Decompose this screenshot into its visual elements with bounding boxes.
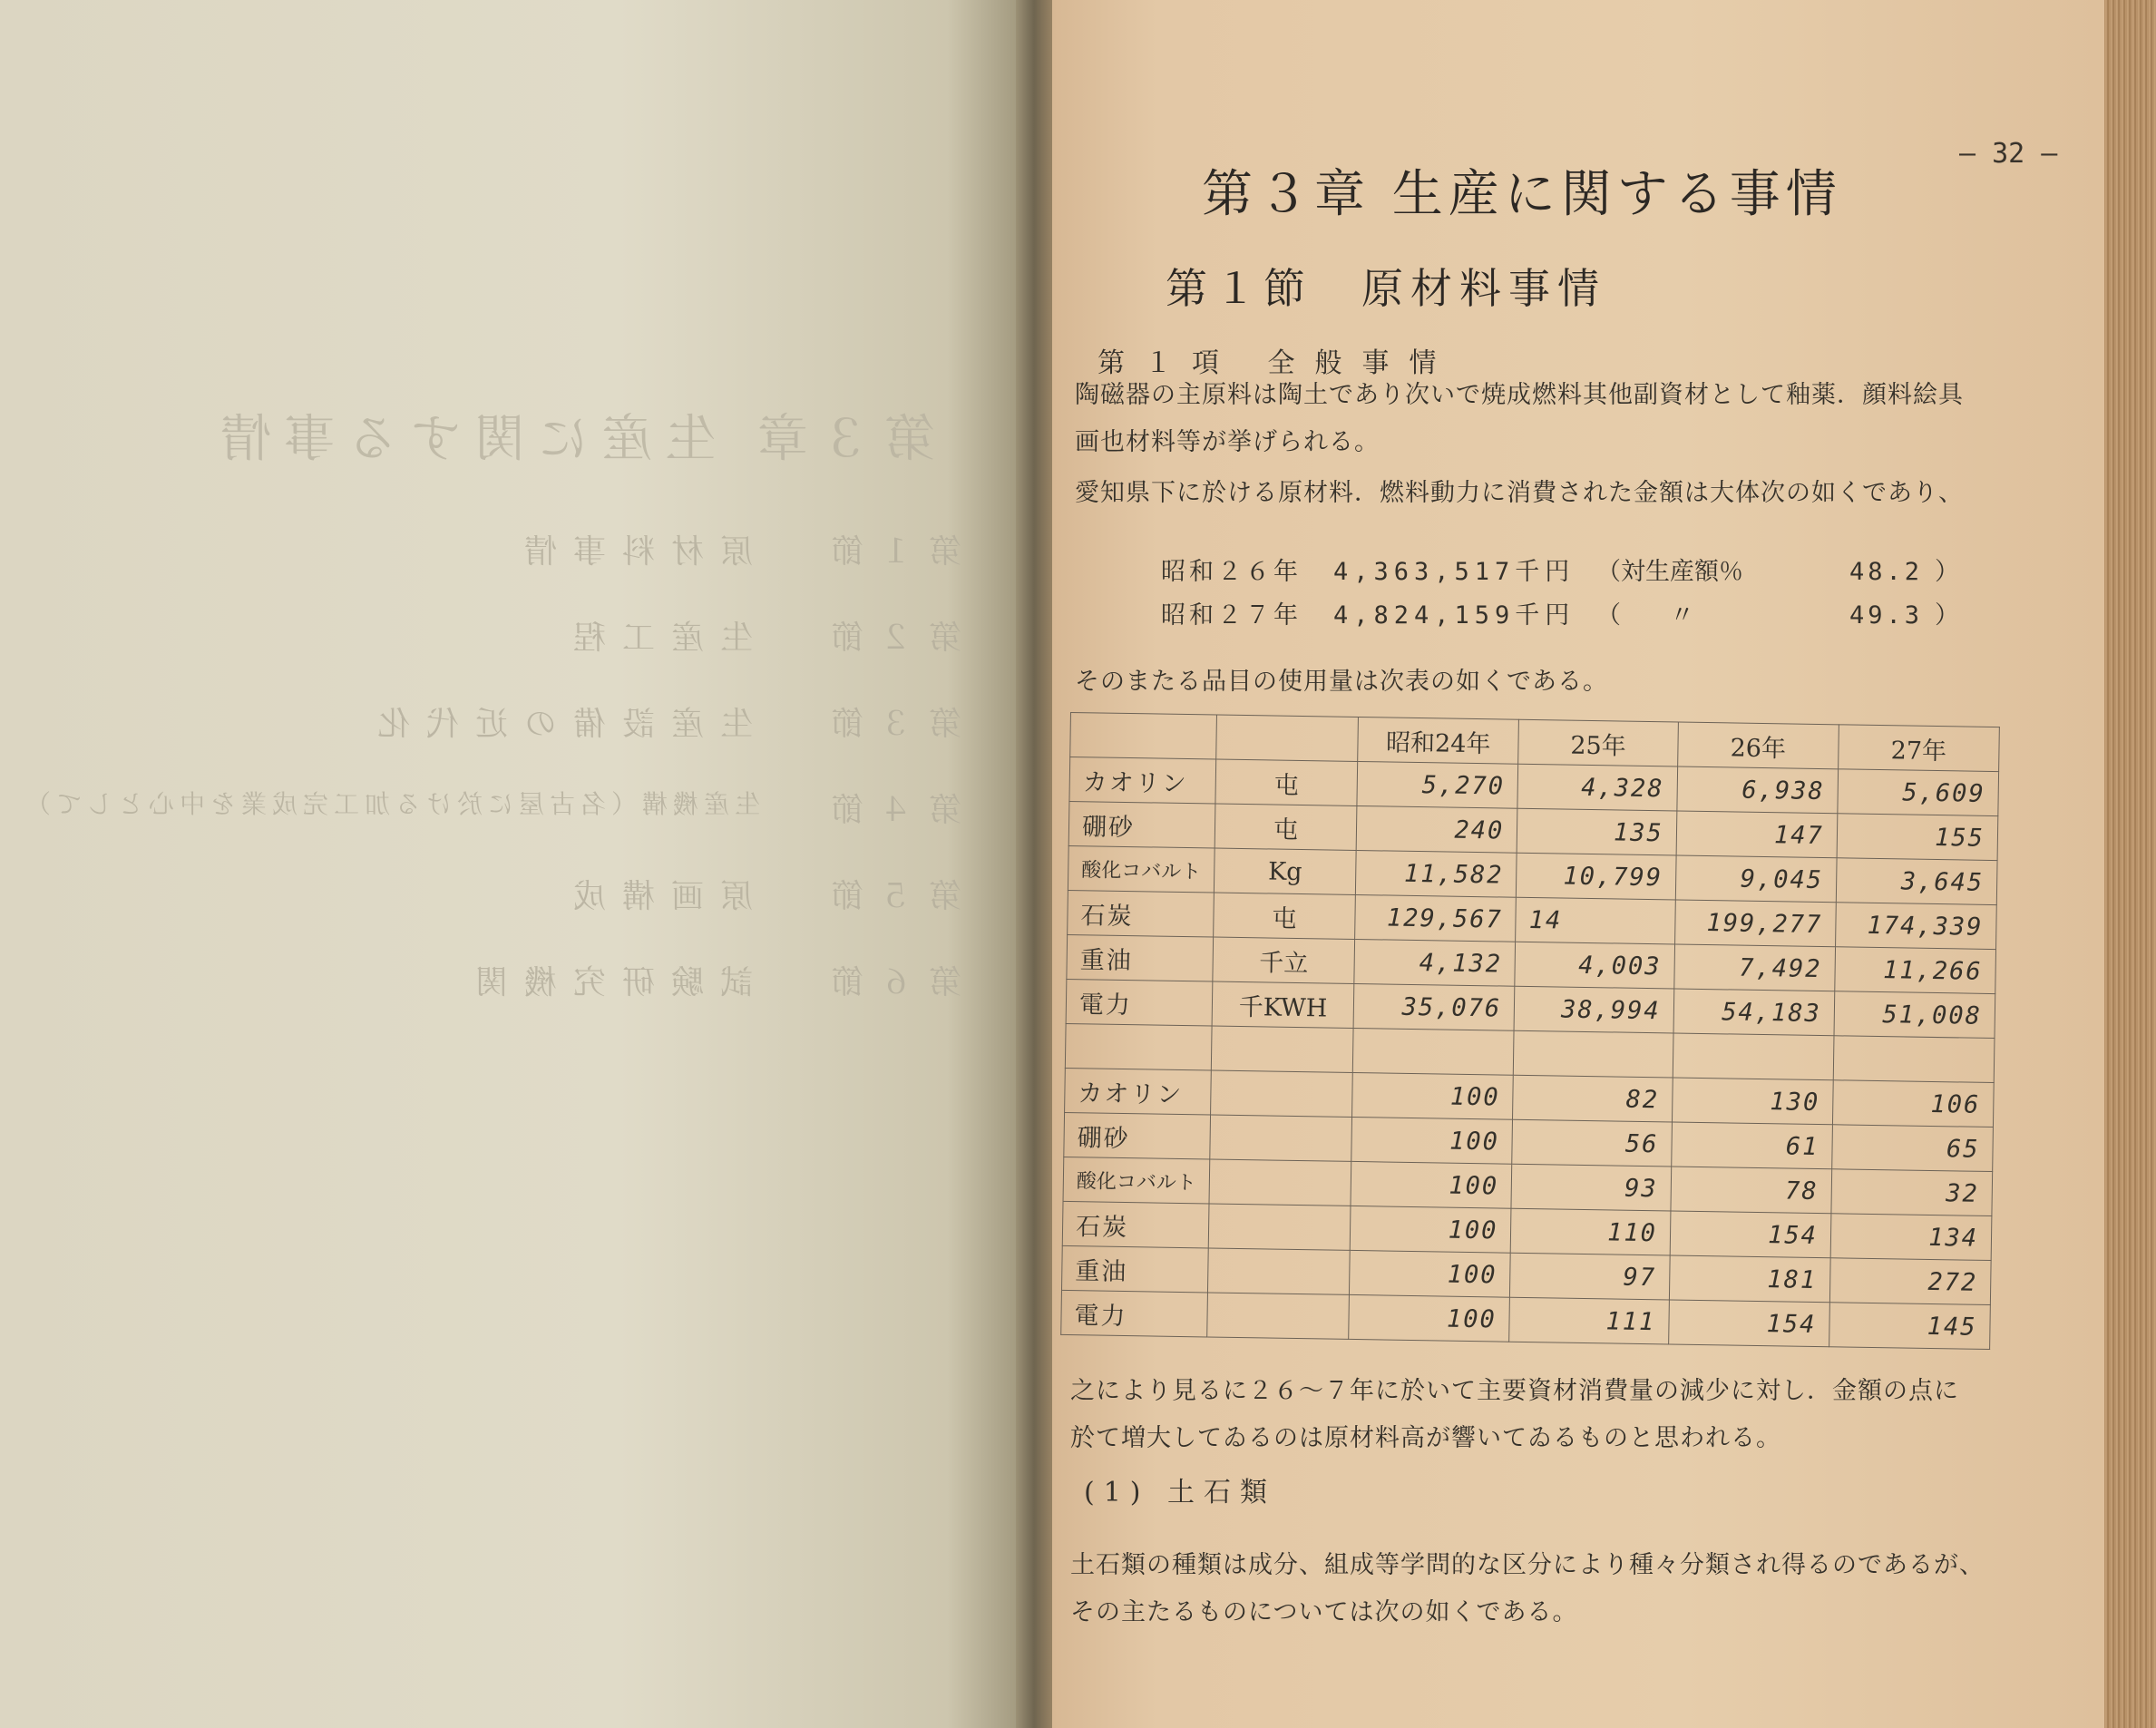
table-cell: 35,076 bbox=[1353, 983, 1515, 1030]
table-cell bbox=[1833, 1036, 1995, 1083]
table-cell: 6,938 bbox=[1677, 766, 1839, 814]
table-cell: 54,183 bbox=[1673, 989, 1835, 1036]
table-intro: そのまたる品目の使用量は次表の如くである。 bbox=[1075, 668, 1608, 696]
material-name: 重油 bbox=[1061, 1245, 1208, 1293]
material-name: 石炭 bbox=[1068, 890, 1215, 937]
table-cell: 272 bbox=[1829, 1258, 1991, 1305]
amount-value: 4,824,159千円 bbox=[1333, 601, 1576, 630]
table-cell: 111 bbox=[1509, 1297, 1669, 1344]
amount-year: 昭和２７年 bbox=[1161, 601, 1302, 630]
table-cell: 82 bbox=[1513, 1075, 1673, 1122]
table-cell bbox=[1211, 1070, 1353, 1117]
toc-title: 生産設備の近代化 bbox=[360, 706, 753, 743]
table-cell: 5,270 bbox=[1357, 761, 1518, 808]
toc-row bbox=[272, 698, 961, 785]
intro-line: 陶磁器の主原料は陶土であり次いで焼成燃料其他副資材として釉薬．顔料絵具 bbox=[1075, 381, 1964, 409]
toc-title: 原材料事情 bbox=[507, 533, 753, 571]
table-cell: 154 bbox=[1670, 1211, 1831, 1258]
material-name: 酸化コバルト bbox=[1068, 845, 1215, 893]
table-cell: 4,328 bbox=[1517, 764, 1677, 811]
table-header: 27年 bbox=[1838, 725, 1999, 772]
table-cell: 11,266 bbox=[1835, 947, 1996, 994]
table-cell: 78 bbox=[1671, 1167, 1832, 1214]
table-cell: 174,339 bbox=[1835, 903, 1996, 950]
amount-note: （ 〃 bbox=[1596, 601, 1694, 630]
toc-title: 原画構成 bbox=[556, 878, 753, 915]
table-cell: 106 bbox=[1832, 1080, 1994, 1128]
material-name: 電力 bbox=[1061, 1290, 1208, 1337]
closing-line: その主たるものについては次の如くである。 bbox=[1070, 1598, 1578, 1626]
material-name: 酸化コバルト bbox=[1063, 1157, 1210, 1204]
sub-heading: (1) 土石類 bbox=[1084, 1477, 1277, 1508]
amount-close: ） bbox=[1935, 558, 1959, 586]
table-header bbox=[1070, 713, 1217, 760]
toc-num: 第２節 bbox=[814, 620, 961, 657]
material-unit: 千KWH bbox=[1212, 981, 1354, 1028]
material-name: 重油 bbox=[1067, 934, 1214, 981]
table-cell bbox=[1211, 1026, 1353, 1072]
table-cell: 38,994 bbox=[1514, 986, 1673, 1033]
amount-percent: 48.2 bbox=[1849, 558, 1923, 586]
table-cell: 130 bbox=[1672, 1078, 1833, 1125]
table-cell: 100 bbox=[1351, 1117, 1513, 1164]
materials-table bbox=[1060, 712, 2000, 1350]
material-name: カオリン bbox=[1065, 1068, 1212, 1115]
amount-row bbox=[1161, 595, 1959, 630]
table-cell: 134 bbox=[1830, 1214, 1992, 1261]
material-unit: 屯 bbox=[1215, 804, 1357, 850]
toc-title: 生産機構（名古屋に於ける加工完成業を中心として） bbox=[19, 789, 760, 819]
table-cell: 110 bbox=[1510, 1208, 1670, 1255]
table-cell: 93 bbox=[1511, 1164, 1671, 1211]
table-cell bbox=[1209, 1159, 1351, 1206]
table-cell: 10,799 bbox=[1517, 853, 1676, 900]
table-cell: 14 bbox=[1516, 897, 1675, 944]
table-cell: 4,003 bbox=[1515, 942, 1674, 989]
table-cell: 61 bbox=[1672, 1122, 1833, 1169]
table-cell bbox=[1352, 1028, 1514, 1075]
table-cell: 51,008 bbox=[1834, 991, 1995, 1039]
table-cell: 129,567 bbox=[1355, 894, 1517, 942]
amount-close: ） bbox=[1935, 601, 1959, 630]
amount-year: 昭和２６年 bbox=[1161, 558, 1302, 586]
table-cell: 65 bbox=[1832, 1125, 1994, 1172]
table-cell: 199,277 bbox=[1674, 900, 1836, 947]
toc-num: 第４節 bbox=[814, 792, 961, 829]
material-name: 硼砂 bbox=[1068, 801, 1215, 848]
table-cell bbox=[1208, 1204, 1351, 1250]
material-name: 硼砂 bbox=[1064, 1112, 1211, 1159]
toc-title: 試験研究機関 bbox=[458, 964, 753, 1001]
material-unit: 屯 bbox=[1214, 893, 1356, 939]
left-page bbox=[0, 0, 1029, 1728]
book-gutter bbox=[1016, 0, 1057, 1728]
chapter-title: 第３章 生産に関する事情 bbox=[1202, 165, 1842, 224]
table-header bbox=[1216, 715, 1359, 761]
table-cell: 135 bbox=[1517, 808, 1676, 855]
table-cell bbox=[1207, 1293, 1350, 1339]
subsection-title: 第１項 全般事情 bbox=[1098, 347, 1457, 379]
table-cell: 100 bbox=[1351, 1161, 1512, 1208]
page-number: — 32 — bbox=[1959, 138, 2058, 170]
table-header: 25年 bbox=[1518, 719, 1678, 766]
ghost-chapter-title: 第３章 生産に関する事情 bbox=[208, 410, 935, 469]
amount-percent: 49.3 bbox=[1849, 601, 1923, 630]
table-cell: 3,645 bbox=[1836, 858, 1997, 905]
toc-row bbox=[272, 612, 961, 698]
toc-num: 第５節 bbox=[814, 878, 961, 915]
table-header: 26年 bbox=[1677, 722, 1839, 769]
material-name: 石炭 bbox=[1062, 1201, 1209, 1248]
intro-line: 画也材料等が挙げられる。 bbox=[1075, 428, 1380, 456]
table-cell: 4,132 bbox=[1354, 939, 1516, 986]
table-cell: 147 bbox=[1676, 811, 1838, 858]
material-name: カオリン bbox=[1069, 757, 1216, 805]
table-cell: 240 bbox=[1356, 805, 1517, 853]
table-cell bbox=[1065, 1023, 1212, 1070]
section-title: 第１節 原材料事情 bbox=[1166, 264, 1606, 313]
ghost-table-of-contents bbox=[19, 526, 961, 1043]
toc-row bbox=[19, 785, 961, 871]
table-header: 昭和24年 bbox=[1358, 717, 1519, 764]
toc-row bbox=[272, 957, 961, 1043]
table-cell: 100 bbox=[1350, 1250, 1511, 1297]
toc-row bbox=[272, 871, 961, 957]
table-cell bbox=[1673, 1033, 1834, 1080]
amount-row bbox=[1161, 552, 1959, 587]
table-cell: 154 bbox=[1668, 1300, 1829, 1347]
table-cell: 7,492 bbox=[1674, 944, 1836, 991]
table-cell bbox=[1210, 1115, 1352, 1161]
table-cell: 145 bbox=[1829, 1303, 1990, 1350]
material-name: 電力 bbox=[1066, 979, 1213, 1026]
analysis-line: 之により見るに２６〜７年に於いて主要資材消費量の減少に対し．金額の点に bbox=[1070, 1377, 1959, 1405]
table-cell: 56 bbox=[1512, 1119, 1672, 1167]
table-cell: 32 bbox=[1831, 1169, 1993, 1216]
table-cell: 100 bbox=[1350, 1206, 1511, 1253]
closing-line: 土石類の種類は成分、組成等学問的な区分により種々分類され得るのであるが、 bbox=[1070, 1551, 1985, 1579]
table-cell: 5,609 bbox=[1838, 769, 1999, 816]
table-cell: 181 bbox=[1669, 1255, 1830, 1303]
table-cell: 9,045 bbox=[1675, 855, 1837, 903]
toc-row bbox=[272, 526, 961, 612]
material-unit: 屯 bbox=[1215, 759, 1358, 805]
amount-note: （対生産額％ bbox=[1596, 558, 1743, 586]
table-cell bbox=[1207, 1248, 1350, 1294]
table-cell: 97 bbox=[1510, 1253, 1670, 1300]
toc-num: 第６節 bbox=[814, 964, 961, 1001]
table-cell: 100 bbox=[1352, 1072, 1514, 1119]
table-cell: 100 bbox=[1349, 1294, 1510, 1342]
amount-value: 4,363,517千円 bbox=[1333, 558, 1576, 586]
material-unit: 千立 bbox=[1213, 937, 1355, 983]
table-cell bbox=[1514, 1030, 1673, 1078]
page-edge bbox=[2104, 0, 2156, 1728]
table-cell: 11,582 bbox=[1356, 850, 1517, 897]
toc-num: 第３節 bbox=[814, 706, 961, 743]
table-cell: 155 bbox=[1837, 814, 1998, 861]
material-unit: Kg bbox=[1214, 848, 1356, 894]
toc-title: 生産工程 bbox=[556, 620, 753, 657]
toc-num: 第１節 bbox=[814, 533, 961, 571]
analysis-line: 於て増大してゐるのは原材料高が響いてゐるものと思われる。 bbox=[1070, 1424, 1781, 1452]
intro-line: 愛知県下に於ける原材料．燃料動力に消費された金額は大体次の如くであり、 bbox=[1075, 479, 1964, 507]
